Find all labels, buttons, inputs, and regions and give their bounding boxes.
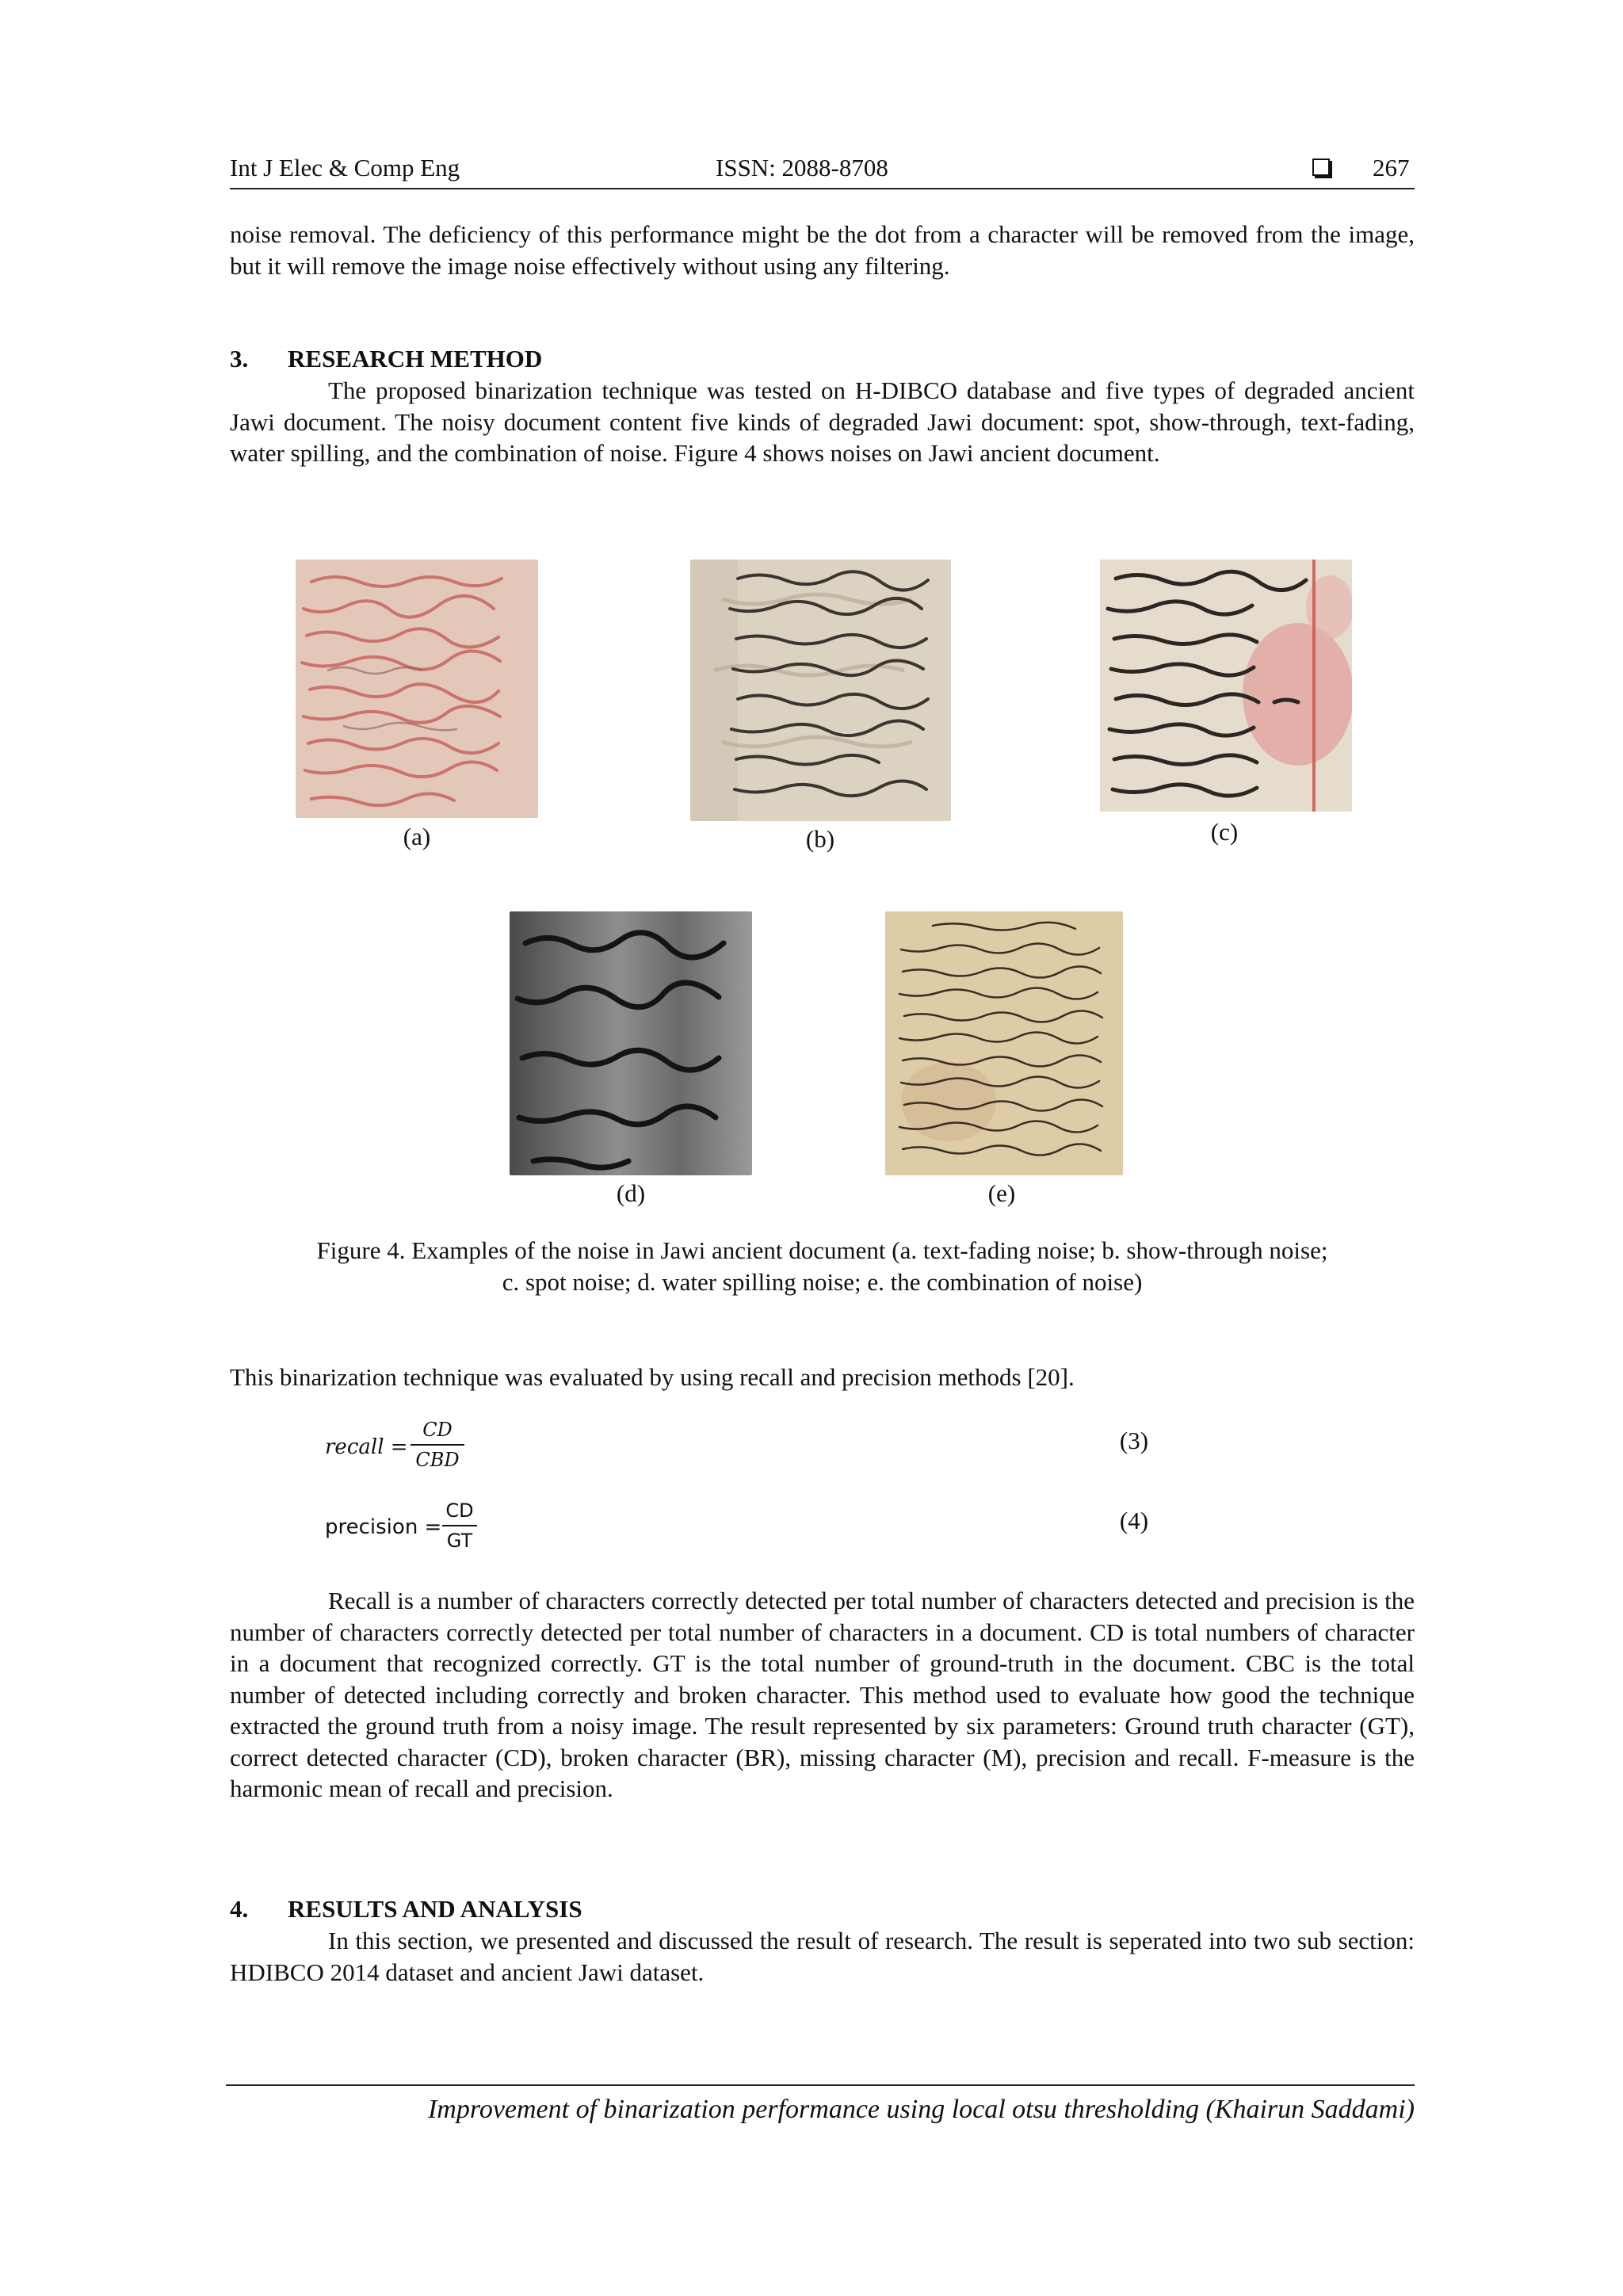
figure-4-caption-line-1: Figure 4. Examples of the noise in Jawi ancient document (a. text-fading noise; b. show-through noise;: [316, 1236, 1328, 1264]
page-number: 267: [1373, 154, 1410, 181]
equation-3-denominator: CBD: [415, 1449, 460, 1471]
equation-4-numerator: CD: [445, 1499, 474, 1522]
equation-4-number: (4): [1119, 1507, 1149, 1534]
figure-4-caption: [230, 1235, 1415, 1298]
figure-4b-show-through-image: [690, 560, 951, 821]
header-rule: [230, 188, 1415, 189]
figure-label-d: (d): [616, 1179, 646, 1207]
equation-3-lhs: recall =: [325, 1435, 408, 1459]
section-3-title: RESEARCH METHOD: [288, 345, 543, 372]
evaluation-intro: This binarization technique was evaluated by using recall and precision methods [20].: [230, 1363, 1075, 1391]
section-4-number: 4.: [230, 1895, 249, 1923]
section-3-paragraph: The proposed binarization technique was tested on H-DIBCO database and five types of degraded ancient Jawi document. The noisy document content five kinds of degraded Jawi document: spot, show-through, text-fading, water spilling, and the combination of noise. Figure 4 shows noises on Jawi ancient document.: [230, 376, 1415, 467]
footer-rule: [226, 2084, 1415, 2086]
figure-4e-combination-noise-image: [885, 911, 1123, 1175]
equation-3-fraction: [411, 1417, 464, 1473]
figure-label-b: (b): [805, 825, 835, 853]
equation-3-numerator: CD: [422, 1419, 453, 1441]
equation-4-fraction: [442, 1498, 477, 1553]
fraction-bar: [411, 1444, 464, 1446]
running-header-issn: ISSN: 2088-8708: [716, 154, 888, 181]
figure-4a-text-fading-image: [296, 560, 538, 818]
checkbox-square-icon: [1312, 159, 1330, 176]
section-4-paragraph: In this section, we presented and discussed the result of research. The result is seperated into two sub section: HDIBCO 2014 dataset and ancient Jawi dataset.: [230, 1927, 1415, 1986]
section-3-number: 3.: [230, 345, 249, 372]
equation-4-denominator: GT: [446, 1530, 473, 1552]
equation-3-number: (3): [1119, 1427, 1149, 1454]
figure-4d-water-spilling-image: [510, 911, 752, 1175]
figure-label-c: (c): [1210, 818, 1239, 846]
fraction-bar: [442, 1525, 477, 1526]
section-4-title: RESULTS AND ANALYSIS: [288, 1895, 582, 1923]
paragraph-continuation: noise removal. The deficiency of this performance might be the dot from a character will be removed from the image, but it will remove the image noise effectively without using any filtering.: [230, 220, 1415, 280]
figure-4c-spot-noise-image: [1100, 560, 1352, 812]
figure-label-a: (a): [403, 823, 431, 850]
running-footer: Improvement of binarization performance using local otsu thresholding (Khairun Saddami): [427, 2095, 1415, 2124]
section-4-heading: [230, 1893, 582, 1925]
equation-4-lhs: precision =: [325, 1515, 442, 1539]
definitions-paragraph: Recall is a number of characters correctly detected per total number of characters detected and precision is the number of characters correctly detected per total number of characters in a document. CD is total numbers of character in a document that recognized correctly. GT is the total number of ground-truth in the document. CBC is the total number of detected including correctly and broken character. This method used to evaluate how good the technique extracted the ground truth from a noisy image. The result represented by six parameters: Ground truth character (GT), correct detected character (CD), broken character (BR), missing character (M), precision and recall. F-measure is the harmonic mean of recall and precision.: [230, 1587, 1415, 1802]
running-header-journal: Int J Elec & Comp Eng: [230, 154, 460, 181]
figure-4-caption-line-2: c. spot noise; d. water spilling noise; e. the combination of noise): [502, 1268, 1143, 1296]
section-3-heading: [230, 343, 542, 375]
figure-label-e: (e): [987, 1179, 1016, 1207]
